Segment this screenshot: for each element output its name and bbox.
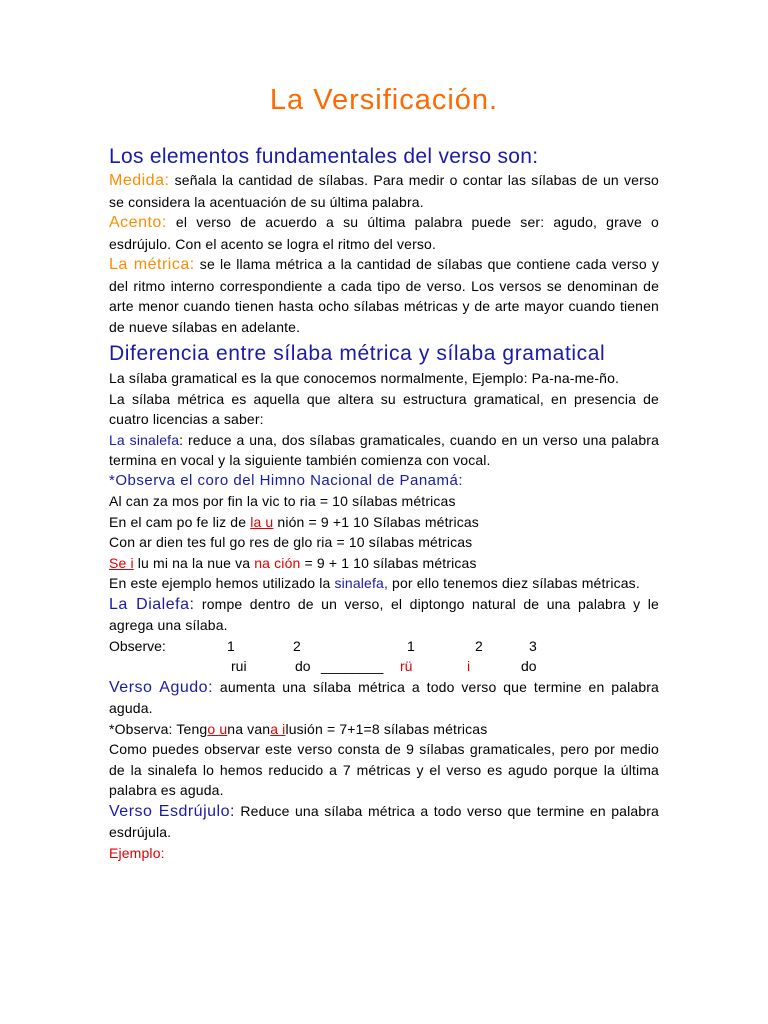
paragraph-metrica bbox=[109, 254, 659, 337]
section-heading-diferencia: Diferencia entre sílaba métrica y sílaba gramatical bbox=[109, 342, 606, 365]
obs2-sinalefa-1: o u bbox=[207, 720, 228, 737]
observe-label: Observe: bbox=[109, 637, 166, 654]
observa-agudo-example bbox=[109, 719, 659, 740]
verse4-red: na ción bbox=[254, 554, 305, 571]
ejemplo-label: Ejemplo: bbox=[109, 844, 165, 861]
syllable-number: 3 bbox=[529, 637, 537, 654]
agudo-text: aumenta una sílaba métrica a todo verso que termine en palabra aguda. bbox=[109, 678, 659, 716]
obs2-end: lusión = 7+1=8 sílabas métricas bbox=[285, 720, 488, 737]
dialefa-numbers-row bbox=[109, 636, 659, 657]
syllable: do bbox=[295, 658, 311, 674]
paragraph-gramatical: La sílaba gramatical es la que conocemos normalmente, Ejemplo: Pa-na-me-ño. bbox=[109, 370, 620, 386]
verse-line-3: Con ar dien tes ful go res de glo ria = 10 sílabas métricas bbox=[109, 534, 473, 550]
obs2-start: *Observa: Teng bbox=[109, 720, 208, 737]
syllable-blank: ________ bbox=[321, 658, 384, 674]
paragraph-ejemplo-sinalefa bbox=[109, 573, 659, 594]
paragraph-acento bbox=[109, 212, 659, 254]
verse-line-2 bbox=[109, 512, 659, 533]
syllable-red: i bbox=[467, 658, 471, 674]
dialefa-syllables-row bbox=[109, 656, 659, 677]
paragraph-verso-esdrujulo bbox=[109, 801, 659, 843]
verse2-sinalefa: la u bbox=[250, 513, 274, 530]
term-sinalefa: La sinalefa bbox=[109, 431, 180, 448]
syllable-number: 2 bbox=[293, 637, 301, 654]
esdrujulo-text: Reduce una sílaba métrica a todo verso que termine en palabra esdrújula. bbox=[109, 802, 659, 840]
syllable-number: 1 bbox=[407, 637, 415, 654]
ejemplo-end: por ello tenemos diez sílabas métricas. bbox=[387, 575, 640, 591]
verse2-end: nión = 9 +1 10 Sílabas métricas bbox=[273, 513, 479, 530]
paragraph-verso-agudo bbox=[109, 677, 659, 719]
paragraph-silaba-metrica: La sílaba métrica es aquella que altera su estructura gramatical, en presencia de cuatro licencias a saber: bbox=[109, 390, 659, 427]
verse4-sinalefa: Se i bbox=[109, 554, 134, 571]
syllable-red: rü bbox=[400, 658, 413, 674]
term-medida: Medida: bbox=[109, 172, 170, 189]
metrica-text: se le llama métrica a la cantidad de sílabas que contiene cada verso y del ritmo interno correspondiente a cada tipo de verso. Los versos se denominan de arte menor cuando tienen hasta ocho sílabas métricas y de arte mayor cuando tienen de nueve sílabas en adelante. bbox=[109, 256, 659, 335]
obs2-sinalefa-2: a i bbox=[270, 720, 286, 737]
verse-line-1: Al can za mos por fin la vic to ria = 10 sílabas métricas bbox=[109, 493, 456, 509]
syllable: do bbox=[521, 658, 537, 674]
medida-text: señala la cantidad de sílabas. Para medir o contar las sílabas de un verso se considera la acentuación de su última palabra. bbox=[109, 172, 659, 210]
dialefa-text: rompe dentro de un verso, el diptongo natural de una palabra y le agrega una sílaba. bbox=[109, 595, 659, 633]
verse2-start: En el cam po fe liz de bbox=[109, 513, 251, 530]
syllable: rui bbox=[231, 658, 247, 674]
verse4-end: = 9 + 1 10 sílabas métricas bbox=[304, 554, 477, 571]
acento-text: el verso de acuerdo a su última palabra puede ser: agudo, grave o esdrújulo. Con el acento se logra el ritmo del verso. bbox=[109, 214, 659, 252]
term-dialefa: La Dialefa: bbox=[109, 595, 195, 613]
term-metrica: La métrica: bbox=[109, 256, 195, 273]
syllable-number: 1 bbox=[227, 637, 235, 654]
term-verso-agudo: Verso Agudo: bbox=[109, 678, 214, 696]
verse4-start: lu mi na la nue va bbox=[133, 554, 255, 571]
paragraph-como: Como puedes observar este verso consta de 9 sílabas gramaticales, pero por medio de la sinalefa lo hemos reducido a 7 métricas y el verso es agudo porque la última palabra es aguda. bbox=[109, 741, 659, 798]
verse-line-4 bbox=[109, 553, 659, 574]
ejemplo-start: En este ejemplo hemos utilizado la bbox=[109, 575, 335, 591]
syllable-number: 2 bbox=[475, 637, 483, 654]
term-verso-esdrujulo: Verso Esdrújulo: bbox=[109, 802, 235, 820]
sinalefa-text: : reduce a una, dos sílabas gramaticales, cuando en un verso una palabra termina en vocal y la siguiente también comienza con vocal. bbox=[109, 431, 660, 468]
term-acento: Acento: bbox=[109, 214, 167, 231]
paragraph-medida bbox=[109, 170, 659, 212]
ejemplo-sinalefa-term: sinalefa, bbox=[334, 575, 388, 591]
section-heading-elements: Los elementos fundamentales del verso son: bbox=[109, 145, 539, 168]
page-title: La Versificación. bbox=[269, 84, 499, 116]
paragraph-dialefa bbox=[109, 594, 659, 636]
document-body bbox=[109, 144, 659, 863]
obs2-mid: na van bbox=[227, 720, 271, 737]
paragraph-sinalefa bbox=[109, 430, 659, 471]
observa-himno: *Observa el coro del Himno Nacional de Panamá: bbox=[109, 471, 464, 489]
